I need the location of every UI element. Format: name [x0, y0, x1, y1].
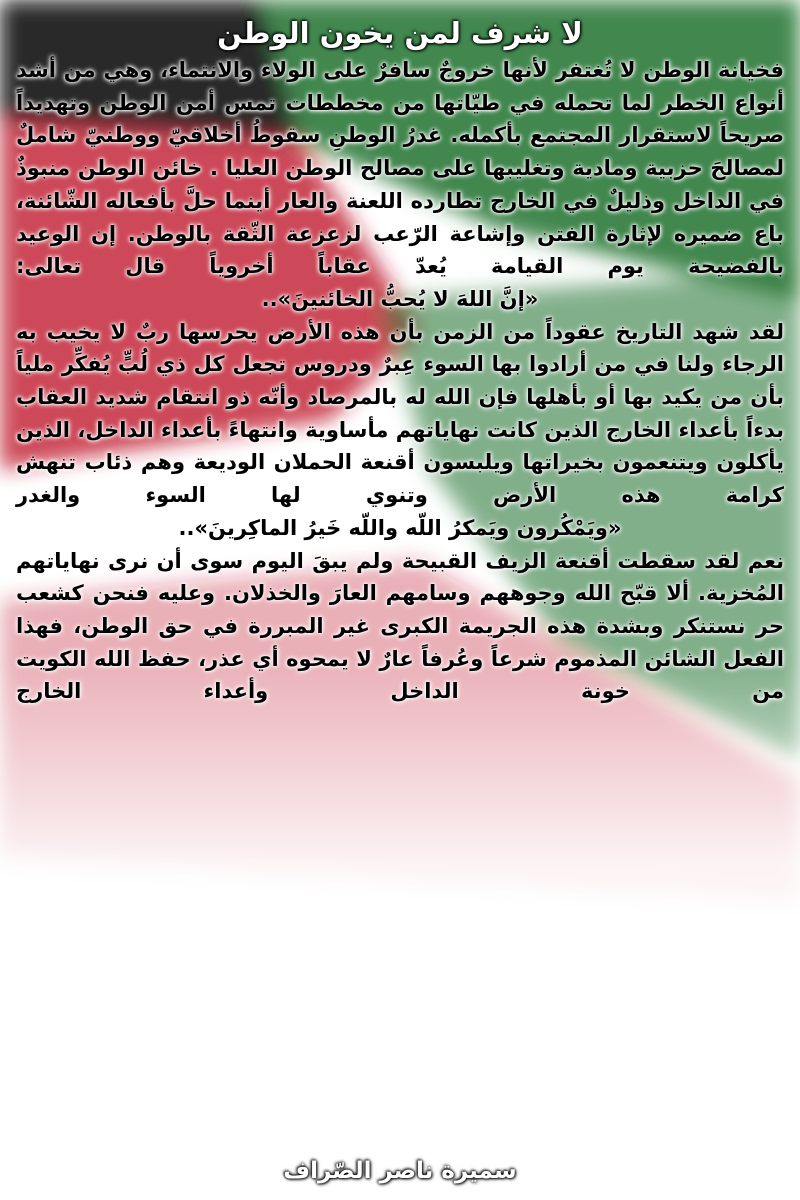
paragraph-conclusion: نعم لقد سقطت أقنعة الزيف القبيحة ولم يبقَ اليوم سوى أن نرى نهاياتهم المُخزية. ألا قبّح الله وجوههم وسامهم العارَ والخذلان. وعليه فنحن كشعب حر نستنكر وبشدة هذه الجريمة الكبرى غير المبررة في حق الوطن، فهذا الفعل الشائن المذموم شرعاً وعُرفاً عارٌ لا يمحوه أي عذر، حفظ الله الكويت من خونة الداخل وأعداء الخارج	[16, 548, 784, 704]
author-signature: سميرة ناصر الصّراف	[283, 1158, 517, 1184]
paragraph-history: لقد شهد التاريخ عقوداً من الزمن بأن هذه الأرض يحرسها ربٌ لا يخيب به الرجاء ولنا في من أرادوا بها السوء عِبرٌ ودروس تجعل كل ذي لُبٍّ يُفكِّر ملياً بأن من يكيد بها أو بأهلها فإن الله له بالمرصاد وأنّه ذو انتقام شديد العقاب بدءاً بأعداء الخارج الذين كانت نهاياتهم مأساوية وانتهاءً بأعداء الداخل، الذين يأكلون ويتنعمون بخيراتها ويلبسون أقنعة الحملان الوديعة وهم ذئاب تنهش كرامة هذه الأرض وتنوي لها السوء والغدر	[16, 319, 784, 508]
paragraph-intro: فخيانة الوطن لا تُغتفر لأنها خروجٌ سافرٌ على الولاء والانتماء، وهي من أشد أنواع الخطر لما تحمله في طيّاتها من مخططات تمس أمن الوطن وتهديداً صريحاً لاستقرار المجتمع بأكمله. غدرُ الوطنِ سقوطُ أخلاقيّ ووطنيّ شاملٌ لمصالحَ حزبية ومادية وتغليبها على مصالح الوطن العليا . خائن الوطن منبوذٌ في الداخل وذليلٌ في الخارج تطارده اللعنة والعار أينما حلَّ بأفعاله الشّائنة، باع ضميره لإثارة الفتن وإشاعة الرّعب لزعزعة الثّقة بالوطن. إن الوعيد بالفضيحة يوم القيامة يُعدّ عقاباً أخروياً قال تعالى:	[16, 58, 784, 279]
quran-verse-2: «ويَمْكُرون ويَمكرُ اللّه واللّه خَيرُ الماكِرينَ»..	[178, 515, 622, 540]
quran-verse-1: «إنَّ اللهَ لا يُحبُّ الخائنينَ»..	[261, 286, 539, 311]
article-title: لا شرف لمن يخون الوطن	[217, 16, 583, 50]
